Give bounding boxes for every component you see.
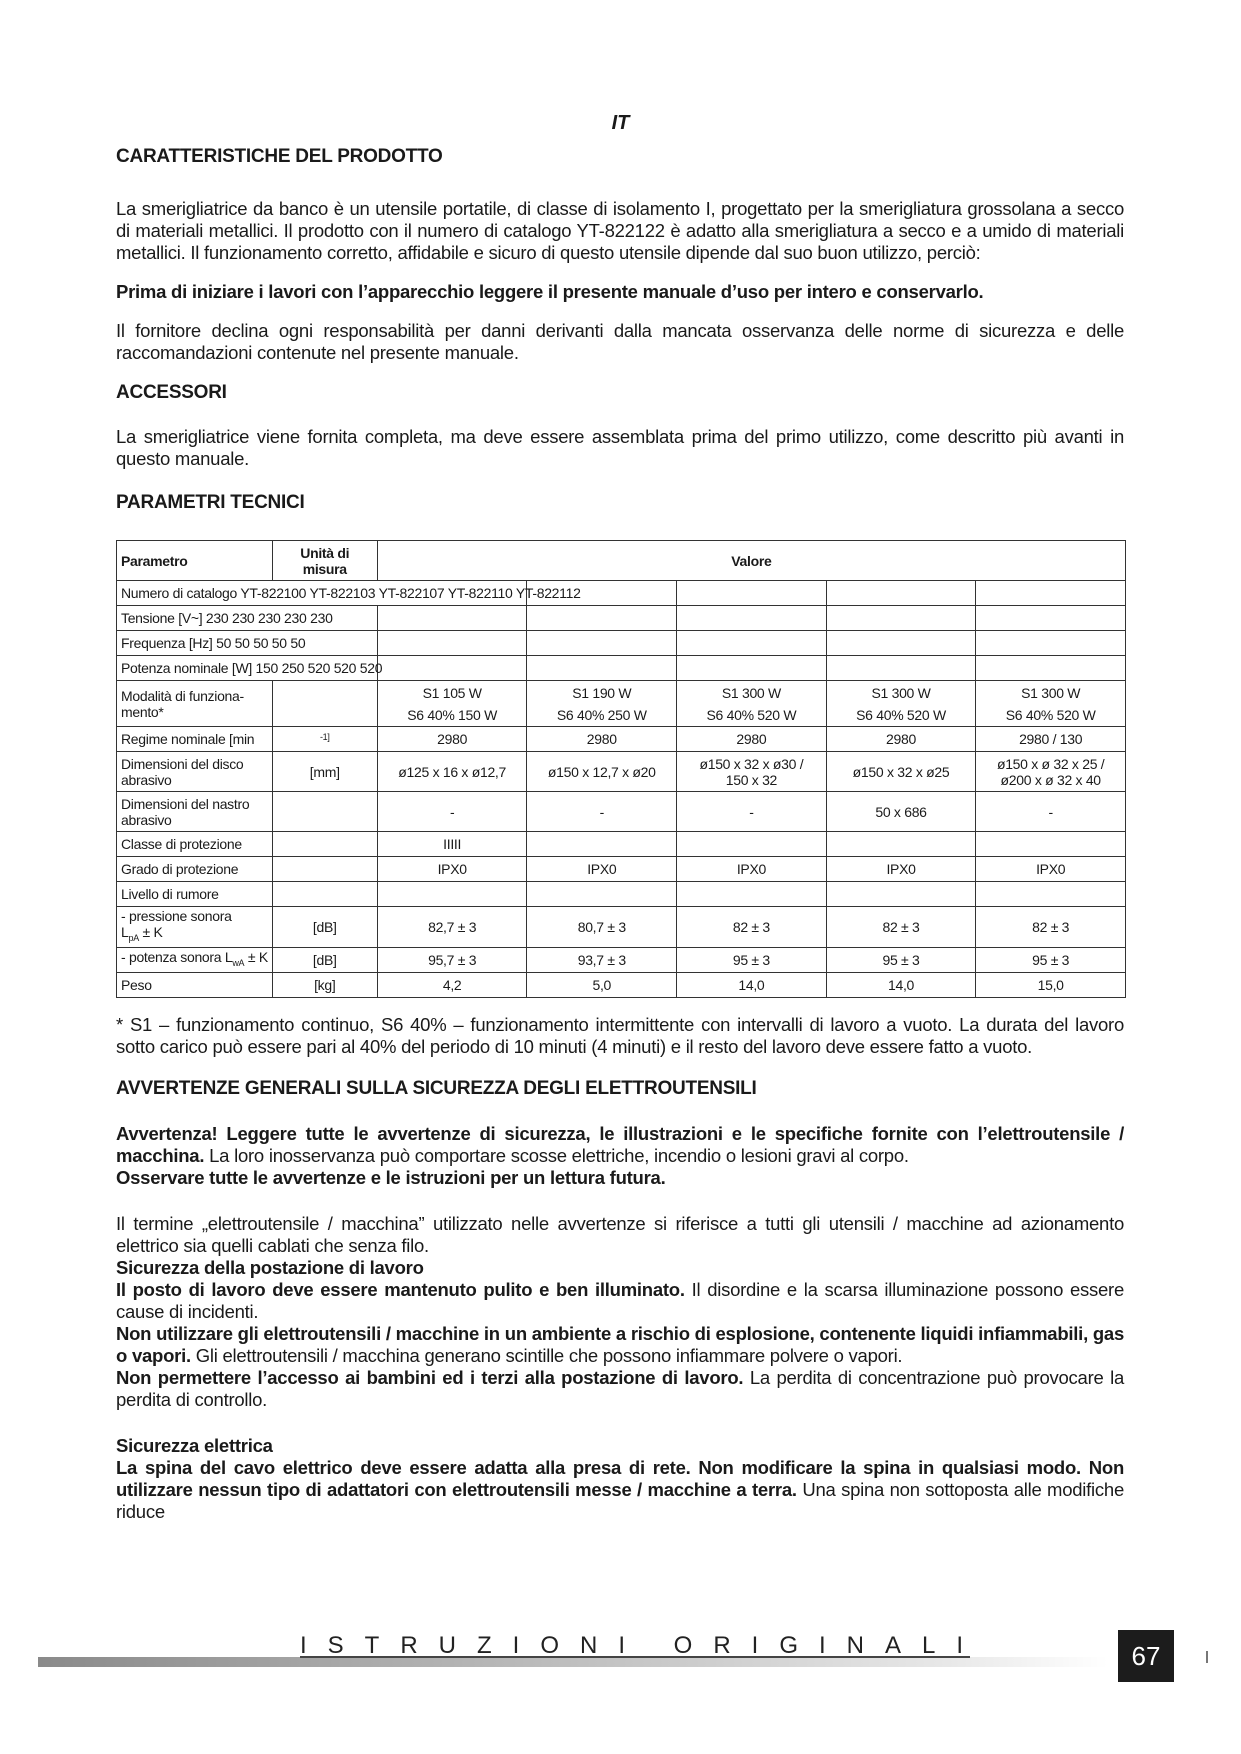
belt-label-line1: Dimensioni del nastro bbox=[121, 795, 250, 812]
table-row bbox=[117, 581, 1126, 606]
mode-s1: S1 190 W bbox=[572, 684, 632, 701]
cell-speed: 2980 / 130 bbox=[976, 727, 1126, 752]
cell-speed: 2980 bbox=[377, 727, 527, 752]
cell-catalog: Numero di catalogo YT-822100 YT-822103 YT-822107 YT-822110 YT-822112 bbox=[117, 581, 527, 606]
table-row bbox=[117, 752, 1126, 792]
cell-weight: 14,0 bbox=[677, 972, 827, 997]
cell-mode bbox=[377, 681, 527, 727]
sound-power-subscript: wA bbox=[232, 957, 245, 968]
cell-speed-unit bbox=[272, 727, 377, 752]
header-parameter: Parametro bbox=[117, 541, 273, 581]
disc-label-line1: Dimensioni del disco bbox=[121, 755, 244, 772]
cell-speed: 2980 bbox=[527, 727, 677, 752]
cell-belt: - bbox=[527, 792, 677, 832]
pressure-label-line1: - pressione sonora bbox=[121, 908, 232, 924]
section-title-technical-parameters: PARAMETRI TECNICI bbox=[116, 492, 305, 513]
header-unit-line1: Unità di bbox=[300, 544, 350, 561]
cell-pressure: 82 ± 3 bbox=[677, 907, 827, 948]
cell-pressure: 80,7 ± 3 bbox=[527, 907, 677, 948]
cell-grade: IPX0 bbox=[527, 857, 677, 882]
mode-s1: S1 105 W bbox=[422, 684, 482, 701]
section-title-accessories: ACCESSORI bbox=[116, 382, 227, 403]
mode-s6: S6 40% 250 W bbox=[556, 706, 647, 723]
table-row bbox=[117, 972, 1126, 997]
cell-pressure: 82,7 ± 3 bbox=[377, 907, 527, 948]
cell-speed-label: Regime nominale [min bbox=[117, 727, 273, 752]
mode-s1: S1 300 W bbox=[871, 684, 931, 701]
cell-sound-power-label bbox=[117, 947, 273, 972]
cell-weight: 14,0 bbox=[826, 972, 976, 997]
cell-disc-label bbox=[117, 752, 273, 792]
plug-bold: La spina del cavo elettrico deve essere adatta alla presa di rete. Non modificare la spina in qualsiasi modo. Non utilizzare nessun tipo di adattatori con elettroutensili messe / macchine a terra. bbox=[116, 1456, 1124, 1500]
cell-mode-label bbox=[117, 681, 273, 727]
warning-bold: Avvertenza! Leggere tutte le avvertenze di sicurezza, le illustrazioni e le specifiche fornite con l’elettroutensile / macchina. bbox=[116, 1122, 1124, 1166]
header-unit bbox=[272, 541, 377, 581]
cell-belt: 50 x 686 bbox=[826, 792, 976, 832]
technical-parameters-table bbox=[116, 540, 1126, 998]
cell-frequency: Frequenza [Hz] 50 50 50 50 50 bbox=[117, 631, 378, 656]
mode-label-line2: mento* bbox=[121, 703, 164, 720]
cell-mode bbox=[677, 681, 827, 727]
subsection-title-workplace-safety: Sicurezza della postazione di lavoro bbox=[116, 1256, 424, 1278]
speed-unit: -1] bbox=[319, 732, 330, 743]
cell-grade: IPX0 bbox=[976, 857, 1126, 882]
page-content bbox=[116, 146, 1124, 1523]
observe-bold: Osservare tutte le avvertenze e le istruzioni per un lettura futura. bbox=[116, 1166, 666, 1188]
plug-text: Una spina non sottoposta alle modifiche riduce bbox=[116, 1478, 1124, 1522]
cell-grade: IPX0 bbox=[677, 857, 827, 882]
explosive-environment-text: Gli elettroutensili / macchina generano scintille che possono infiammare polvere o vapori. bbox=[190, 1344, 903, 1366]
cell-mode bbox=[976, 681, 1126, 727]
mode-s1: S1 300 W bbox=[721, 684, 781, 701]
cell-sound-power: 95 ± 3 bbox=[677, 947, 827, 972]
paragraph-read-manual bbox=[116, 281, 1124, 303]
header-unit-line2: misura bbox=[302, 560, 347, 577]
section-title-general-safety: AVVERTENZE GENERALI SULLA SICUREZZA DEGLI ELETTROUTENSILI bbox=[116, 1077, 757, 1099]
table-row bbox=[117, 907, 1126, 948]
cell-belt: - bbox=[976, 792, 1126, 832]
cell-sound-power: 95 ± 3 bbox=[976, 947, 1126, 972]
cell-pressure-unit: [dB] bbox=[272, 907, 377, 948]
cell-grade: IPX0 bbox=[826, 857, 976, 882]
table-row bbox=[117, 792, 1126, 832]
paragraph-plug bbox=[116, 1457, 1124, 1523]
read-manual-text: Prima di iniziare i lavori con l’apparecchio leggere il presente manuale d’uso per intero e conservarlo. bbox=[116, 281, 984, 302]
cell-weight: 5,0 bbox=[527, 972, 677, 997]
mode-s6: S6 40% 520 W bbox=[706, 706, 797, 723]
cell-weight: 15,0 bbox=[976, 972, 1126, 997]
cell-pressure: 82 ± 3 bbox=[976, 907, 1126, 948]
explosive-environment-bold: Non utilizzare gli elettroutensili / macchine in un ambiente a rischio di esplosione, contenente liquidi infiammabili, gas o vapori. bbox=[116, 1322, 1124, 1366]
language-label: IT bbox=[611, 112, 630, 134]
mode-s1: S1 300 W bbox=[1021, 684, 1081, 701]
cell-speed: 2980 bbox=[677, 727, 827, 752]
cell-disc-unit: [mm] bbox=[272, 752, 377, 792]
subsection-title-electrical-safety: Sicurezza elettrica bbox=[116, 1434, 273, 1456]
table-row bbox=[117, 656, 1126, 681]
cell-class-label: Classe di protezione bbox=[117, 832, 273, 857]
disc-line2: 150 x 32 bbox=[725, 771, 778, 788]
cell-weight: 4,2 bbox=[377, 972, 527, 997]
cell-belt: - bbox=[677, 792, 827, 832]
pressure-subscript: pA bbox=[128, 932, 139, 943]
cell-weight-unit: [kg] bbox=[272, 972, 377, 997]
pressure-symbol: L bbox=[121, 924, 129, 940]
table-row bbox=[117, 631, 1126, 656]
cell-belt-label bbox=[117, 792, 273, 832]
warning-text: La loro inosservanza può comportare scosse elettriche, incendio o lesioni gravi al corpo. bbox=[204, 1144, 909, 1166]
cell-disc bbox=[677, 752, 827, 792]
cell-sound-power: 95 ± 3 bbox=[826, 947, 976, 972]
cell-power: Potenza nominale [W] 150 250 520 520 520 bbox=[117, 656, 378, 681]
page-number: 67 bbox=[1118, 1630, 1174, 1682]
disc-label-line2: abrasivo bbox=[121, 771, 172, 788]
paragraph-warning bbox=[116, 1123, 1124, 1167]
cell-belt: - bbox=[377, 792, 527, 832]
table-row bbox=[117, 681, 1126, 727]
cell-sound-power-unit: [dB] bbox=[272, 947, 377, 972]
table-row bbox=[117, 947, 1126, 972]
footer-original-instructions: ISTRUZIONI ORIGINALI bbox=[300, 1632, 985, 1659]
page-edge-mark bbox=[1206, 1651, 1208, 1663]
mode-s6: S6 40% 520 W bbox=[1005, 706, 1096, 723]
pressure-tolerance: ± K bbox=[138, 924, 163, 940]
cell-voltage: Tensione [V~] 230 230 230 230 230 bbox=[117, 606, 378, 631]
mode-label-line1: Modalità di funziona- bbox=[121, 687, 244, 704]
table-header-row bbox=[117, 541, 1126, 581]
section-title-product: CARATTERISTICHE DEL PRODOTTO bbox=[116, 146, 443, 167]
paragraph-explosive-environment bbox=[116, 1323, 1124, 1367]
paragraph-product-description: La smerigliatrice da banco è un utensile portatile, di classe di isolamento I, progettato per la smerigliatura grossolana a secco di materiali metallici. Il prodotto con il numero di catalogo YT-822122 è adatto alla smerigliatura a secco e a umido di materiali metallici. Il funzionamento corretto, affidabile e sicuro di questo utensile dipende dal suo buon utilizzo, perciò: bbox=[116, 198, 1124, 263]
disc-line2: ø200 x ø 32 x 40 bbox=[1000, 771, 1101, 788]
workplace-clean-bold: Il posto di lavoro deve essere mantenuto pulito e ben illuminato. bbox=[116, 1278, 685, 1300]
cell-pressure-label bbox=[117, 907, 273, 948]
footnote-duty-cycle: * S1 – funzionamento continuo, S6 40% – funzionamento intermittente con intervalli di lavoro a vuoto. La durata del lavoro sotto carico può essere pari al 40% del periodo di 10 minuti (4 minuti) e il resto del lavoro deve essere fatto a vuoto. bbox=[116, 1013, 1124, 1057]
table-row bbox=[117, 857, 1126, 882]
sound-power-tolerance: ± K bbox=[244, 948, 268, 965]
paragraph-observe bbox=[116, 1167, 1124, 1189]
cell-sound-power: 95,7 ± 3 bbox=[377, 947, 527, 972]
cell-grade: IPX0 bbox=[377, 857, 527, 882]
cell-disc: ø150 x 32 x ø25 bbox=[826, 752, 976, 792]
paragraph-liability: Il fornitore declina ogni responsabilità per danni derivanti dalla mancata osservanza delle norme di sicurezza e delle raccomandazioni contenute nel presente manuale. bbox=[116, 320, 1124, 363]
mode-s6: S6 40% 150 W bbox=[407, 706, 498, 723]
paragraph-workplace-clean bbox=[116, 1279, 1124, 1323]
children-access-text: La perdita di concentrazione può provocare la perdita di controllo. bbox=[116, 1366, 1124, 1410]
cell-disc: ø125 x 16 x ø12,7 bbox=[377, 752, 527, 792]
cell-grade-label: Grado di protezione bbox=[117, 857, 273, 882]
belt-label-line2: abrasivo bbox=[121, 811, 172, 828]
table-row bbox=[117, 606, 1126, 631]
header-value: Valore bbox=[377, 541, 1125, 581]
table-row bbox=[117, 727, 1126, 752]
cell-class: IIIII bbox=[377, 832, 527, 857]
cell-noise-label: Livello di rumore bbox=[117, 882, 273, 907]
children-access-bold: Non permettere l’accesso ai bambini ed i terzi alla postazione di lavoro. bbox=[116, 1366, 744, 1388]
cell-disc: ø150 x 12,7 x ø20 bbox=[527, 752, 677, 792]
disc-line1: ø150 x 32 x ø30 / bbox=[699, 755, 804, 772]
workplace-clean-text: Il disordine e la scarsa illuminazione possono essere cause di incidenti. bbox=[116, 1278, 1124, 1322]
cell-pressure: 82 ± 3 bbox=[826, 907, 976, 948]
disc-line1: ø150 x ø 32 x 25 / bbox=[996, 755, 1105, 772]
cell-sound-power: 93,7 ± 3 bbox=[527, 947, 677, 972]
cell-speed: 2980 bbox=[826, 727, 976, 752]
cell-weight-label: Peso bbox=[117, 972, 273, 997]
table-row bbox=[117, 882, 1126, 907]
paragraph-accessories: La smerigliatrice viene fornita completa, ma deve essere assemblata prima del primo utilizzo, come descritto più avanti in questo manuale. bbox=[116, 426, 1124, 469]
cell-disc bbox=[976, 752, 1126, 792]
cell-mode bbox=[826, 681, 976, 727]
paragraph-term-definition: Il termine „elettroutensile / macchina” utilizzato nelle avvertenze si riferisce a tutti gli utensili / macchine ad azionamento elettrico sia quelli cablati che senza filo. bbox=[116, 1212, 1124, 1256]
table-row bbox=[117, 832, 1126, 857]
mode-s6: S6 40% 520 W bbox=[856, 706, 946, 723]
paragraph-children-access bbox=[116, 1367, 1124, 1411]
cell-mode bbox=[527, 681, 677, 727]
sound-power-label: - potenza sonora L bbox=[121, 948, 233, 965]
